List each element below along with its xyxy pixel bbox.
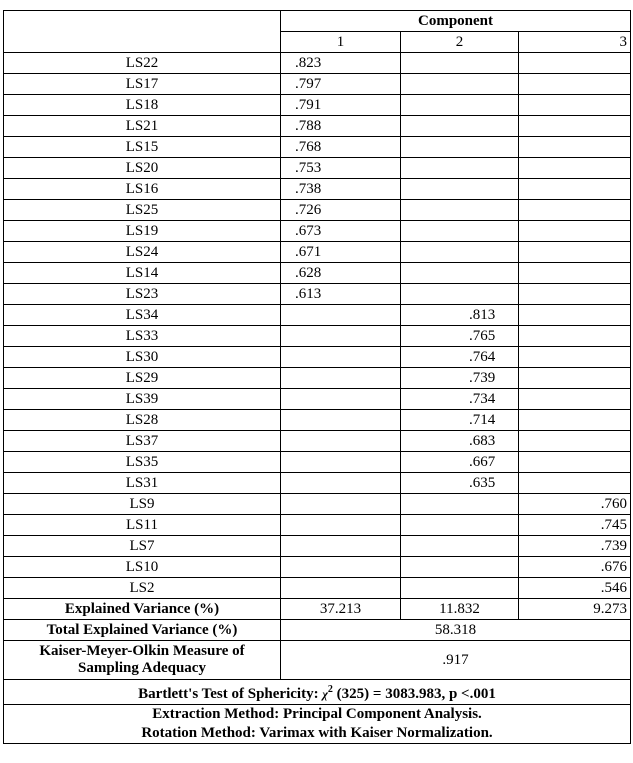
loading-c1	[281, 305, 401, 326]
loading-c2: .764	[401, 347, 519, 368]
table-row	[4, 95, 631, 116]
loading-c1	[281, 494, 401, 515]
item-label: LS2	[4, 578, 281, 599]
item-label: LS10	[4, 557, 281, 578]
loading-c3	[519, 410, 631, 431]
loading-c3	[519, 452, 631, 473]
item-label: LS30	[4, 347, 281, 368]
loading-c2	[401, 179, 519, 200]
table-row	[4, 452, 631, 473]
bartlett-suffix: (325) = 3083.983, p <.001	[332, 686, 496, 702]
loading-c1: .673	[281, 221, 401, 242]
explained-variance-label: Explained Variance (%)	[4, 599, 281, 620]
loading-c1	[281, 347, 401, 368]
item-label: LS22	[4, 53, 281, 74]
loading-c1	[281, 431, 401, 452]
explained-variance-c3: 9.273	[519, 599, 631, 620]
loading-c2	[401, 200, 519, 221]
loading-c1	[281, 368, 401, 389]
table-row	[4, 116, 631, 137]
explained-variance-c2: 11.832	[401, 599, 519, 620]
loading-c3: .760	[519, 494, 631, 515]
loading-c2	[401, 158, 519, 179]
loading-c3	[519, 284, 631, 305]
chi-symbol: χ	[322, 687, 328, 701]
header-empty-cell	[4, 11, 281, 53]
rotated-component-matrix-table	[3, 10, 631, 744]
table-row	[4, 410, 631, 431]
loading-c1: .823	[281, 53, 401, 74]
loading-c2	[401, 221, 519, 242]
item-label: LS16	[4, 179, 281, 200]
loading-c3	[519, 305, 631, 326]
item-label: LS19	[4, 221, 281, 242]
item-label: LS23	[4, 284, 281, 305]
table-row	[4, 242, 631, 263]
loading-c1	[281, 326, 401, 347]
table-row	[4, 431, 631, 452]
table-row	[4, 515, 631, 536]
loading-c2: .813	[401, 305, 519, 326]
loading-c3: .676	[519, 557, 631, 578]
table-row	[4, 284, 631, 305]
loading-c3: .546	[519, 578, 631, 599]
loading-c2	[401, 494, 519, 515]
table-row	[4, 179, 631, 200]
loading-c1	[281, 557, 401, 578]
loading-c2	[401, 515, 519, 536]
table-row	[4, 389, 631, 410]
table-row	[4, 326, 631, 347]
loading-c2	[401, 95, 519, 116]
explained-variance-row	[4, 599, 631, 620]
loading-c2	[401, 578, 519, 599]
item-label: LS11	[4, 515, 281, 536]
loading-c2	[401, 536, 519, 557]
loading-c1: .791	[281, 95, 401, 116]
table-row	[4, 137, 631, 158]
loading-c1: .613	[281, 284, 401, 305]
table-row	[4, 263, 631, 284]
total-explained-variance-value: 58.318	[281, 620, 631, 641]
loading-c2: .734	[401, 389, 519, 410]
item-label: LS35	[4, 452, 281, 473]
loading-c1	[281, 536, 401, 557]
item-label: LS33	[4, 326, 281, 347]
loading-c1	[281, 578, 401, 599]
table-row	[4, 74, 631, 95]
table-row	[4, 200, 631, 221]
loading-c2: .683	[401, 431, 519, 452]
loading-c3	[519, 179, 631, 200]
item-label: LS7	[4, 536, 281, 557]
loading-c3	[519, 242, 631, 263]
component-3-header: 3	[519, 32, 631, 53]
item-label: LS31	[4, 473, 281, 494]
item-label: LS25	[4, 200, 281, 221]
loading-c3: .745	[519, 515, 631, 536]
explained-variance-c1: 37.213	[281, 599, 401, 620]
loading-c2: .714	[401, 410, 519, 431]
table-row	[4, 305, 631, 326]
table-row	[4, 158, 631, 179]
item-label: LS24	[4, 242, 281, 263]
loading-c1: .738	[281, 179, 401, 200]
bartlett-row	[4, 680, 631, 705]
loading-c2: .635	[401, 473, 519, 494]
table-row	[4, 557, 631, 578]
bartlett-prefix: Bartlett's Test of Sphericity:	[138, 686, 323, 702]
loading-c3	[519, 95, 631, 116]
bartlett-cell	[4, 680, 631, 705]
table-row	[4, 53, 631, 74]
item-label: LS14	[4, 263, 281, 284]
chi-superscript: 2	[327, 684, 333, 695]
kmo-row	[4, 641, 631, 680]
kmo-value: .917	[281, 641, 631, 680]
loading-c2	[401, 137, 519, 158]
loading-c1: .797	[281, 74, 401, 95]
loading-c2	[401, 74, 519, 95]
table-row	[4, 578, 631, 599]
loading-c2	[401, 263, 519, 284]
loading-c1: .768	[281, 137, 401, 158]
loading-c2: .667	[401, 452, 519, 473]
item-label: LS21	[4, 116, 281, 137]
item-label: LS29	[4, 368, 281, 389]
loadings-body	[4, 53, 631, 599]
loading-c3	[519, 263, 631, 284]
loading-c1	[281, 410, 401, 431]
header-row-component	[4, 11, 631, 32]
component-header: Component	[281, 11, 631, 32]
summary-body	[4, 599, 631, 744]
notes-row	[4, 705, 631, 744]
loading-c3	[519, 326, 631, 347]
item-label: LS37	[4, 431, 281, 452]
total-explained-variance-row	[4, 620, 631, 641]
loading-c3	[519, 221, 631, 242]
notes-cell	[4, 705, 631, 744]
loading-c2	[401, 557, 519, 578]
loading-c3	[519, 158, 631, 179]
item-label: LS34	[4, 305, 281, 326]
loading-c3	[519, 116, 631, 137]
kmo-label: Kaiser-Meyer-Olkin Measure of Sampling Adequacy	[4, 641, 281, 680]
total-explained-variance-label: Total Explained Variance (%)	[4, 620, 281, 641]
extraction-method-note: Extraction Method: Principal Component Analysis.	[152, 706, 482, 722]
rotation-method-note: Rotation Method: Varimax with Kaiser Normalization.	[141, 725, 493, 741]
item-label: LS9	[4, 494, 281, 515]
loading-c1	[281, 515, 401, 536]
loading-c1	[281, 452, 401, 473]
loading-c1	[281, 473, 401, 494]
item-label: LS20	[4, 158, 281, 179]
component-1-header: 1	[281, 32, 401, 53]
loading-c2	[401, 284, 519, 305]
loading-c1	[281, 389, 401, 410]
loading-c1: .788	[281, 116, 401, 137]
table-row	[4, 494, 631, 515]
loading-c3	[519, 53, 631, 74]
loading-c3	[519, 347, 631, 368]
loading-c1: .628	[281, 263, 401, 284]
table-row	[4, 347, 631, 368]
loading-c3	[519, 431, 631, 452]
table-row	[4, 536, 631, 557]
loading-c2	[401, 53, 519, 74]
loading-c3	[519, 74, 631, 95]
table-container	[3, 10, 631, 744]
loading-c2: .765	[401, 326, 519, 347]
loading-c3	[519, 137, 631, 158]
loading-c3	[519, 368, 631, 389]
loading-c3	[519, 389, 631, 410]
item-label: LS28	[4, 410, 281, 431]
table-row	[4, 368, 631, 389]
table-row	[4, 473, 631, 494]
table-row	[4, 221, 631, 242]
component-2-header: 2	[401, 32, 519, 53]
loading-c2: .739	[401, 368, 519, 389]
loading-c1: .753	[281, 158, 401, 179]
item-label: LS18	[4, 95, 281, 116]
loading-c2	[401, 242, 519, 263]
item-label: LS15	[4, 137, 281, 158]
item-label: LS39	[4, 389, 281, 410]
loading-c1: .671	[281, 242, 401, 263]
loading-c1: .726	[281, 200, 401, 221]
loading-c3	[519, 473, 631, 494]
loading-c3: .739	[519, 536, 631, 557]
loading-c3	[519, 200, 631, 221]
item-label: LS17	[4, 74, 281, 95]
loading-c2	[401, 116, 519, 137]
